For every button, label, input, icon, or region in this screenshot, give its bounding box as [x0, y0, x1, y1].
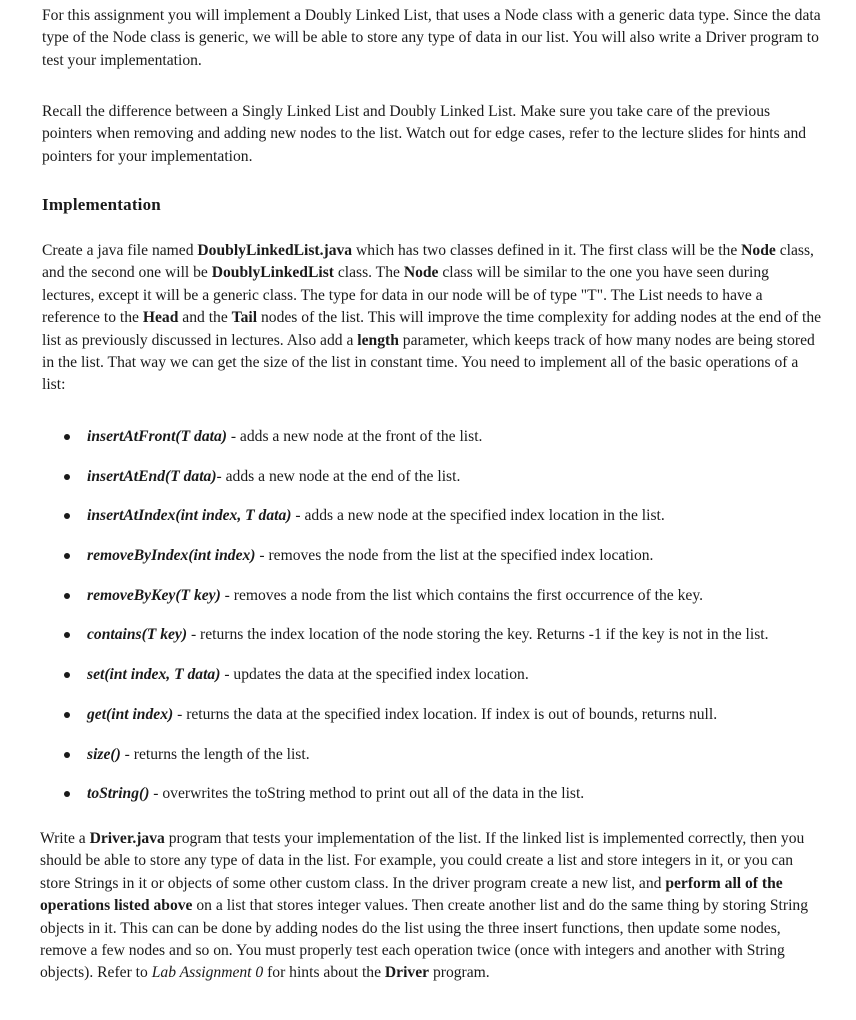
bullet-icon — [64, 752, 70, 758]
operation-signature: size() — [87, 745, 121, 763]
impl-filename: DoublyLinkedList.java — [197, 242, 353, 259]
operation-description: - returns the index location of the node storing the key. Returns -1 if the key is not in the list. — [187, 626, 769, 644]
bullet-icon — [64, 712, 70, 718]
impl-text: and the — [178, 309, 232, 327]
operation-signature: insertAtFront(T data) — [87, 428, 227, 445]
recall-paragraph: Recall the difference between a Singly Linked List and Doubly Linked List. Make sure you take care of the previous pointers when removing and adding new nodes to the list. Watch out for edge cases, refer to the lecture slides for hints and pointers for your implementation. — [42, 103, 807, 165]
operation-item — [0, 704, 856, 744]
driver-lab-reference: Lab Assignment 0 — [151, 964, 264, 982]
driver-paragraph — [40, 828, 824, 985]
impl-text: which has two classes defined in it. The first class will be the — [352, 242, 742, 259]
impl-tail: Tail — [231, 309, 258, 327]
operation-description: - adds a new node at the front of the list. — [226, 428, 483, 445]
operation-description: - adds a new node at the end of the list. — [216, 467, 461, 485]
driver-emphasis: perform all of the operations listed above — [40, 874, 783, 915]
driver-word: Driver — [384, 964, 430, 982]
bullet-icon — [64, 553, 70, 559]
operation-description: - updates the data at the specified index location. — [220, 666, 529, 684]
operation-item — [0, 744, 856, 784]
operation-signature: insertAtEnd(T data) — [87, 467, 217, 485]
operation-description: - removes the node from the list at the specified index location. — [255, 547, 654, 565]
bullet-icon — [64, 791, 70, 797]
operation-signature: insertAtIndex(int index, T data) — [87, 507, 292, 525]
driver-text: Write a — [40, 830, 90, 847]
impl-length: length — [357, 331, 399, 349]
operation-signature: set(int index, T data) — [87, 666, 221, 684]
driver-text: program that tests your implementation of the list. If the linked list is implemented correctly, then you should be able to store any type of data in the list. For example, you could create a list and store integers in it, or you can store Strings in it or objects of some other custom class. In the driver program create a new list, and — [40, 830, 805, 892]
bullet-icon — [64, 672, 70, 678]
impl-text: nodes of the list. This will improve the time complexity for adding nodes at the end of the list as previously discussed in lectures. Also add a — [42, 309, 822, 349]
bullet-icon — [64, 434, 70, 440]
section-heading: Implementation — [42, 195, 161, 214]
bullet-icon — [64, 593, 70, 599]
operation-item — [0, 505, 856, 545]
operation-description: - returns the length of the list. — [120, 745, 310, 763]
driver-filename: Driver.java — [89, 830, 165, 847]
operation-signature: contains(T key) — [87, 626, 188, 644]
impl-text: Create a java file named — [42, 242, 198, 259]
operation-description: - returns the data at the specified index location. If index is out of bounds, returns null. — [173, 705, 718, 723]
operation-item — [0, 783, 856, 823]
intro-paragraph: For this assignment you will implement a Doubly Linked List, that uses a Node class with a generic data type. Since the data type of the Node class is generic, we will be able to store any type of data in our list. You will also write a Driver program to test your implementation. — [42, 7, 821, 69]
operation-signature: removeByKey(T key) — [87, 586, 221, 604]
impl-list-class: DoublyLinkedList — [211, 264, 334, 282]
operation-item — [0, 426, 856, 466]
operation-item — [0, 466, 856, 506]
operation-description: - overwrites the toString method to print out all of the data in the list. — [149, 785, 585, 803]
impl-text: class. The — [333, 264, 404, 282]
impl-node-class: Node — [741, 242, 776, 259]
driver-text: program. — [429, 964, 490, 982]
operation-description: - adds a new node at the specified index location in the list. — [291, 507, 665, 525]
implementation-paragraph — [42, 240, 824, 397]
operation-signature: removeByIndex(int index) — [87, 547, 256, 565]
driver-text: for hints about the — [263, 964, 385, 982]
operation-description: - removes a node from the list which contains the first occurrence of the key. — [220, 586, 704, 604]
impl-node-class: Node — [403, 264, 439, 282]
operations-list — [0, 426, 856, 823]
impl-text: class, and the second one will be — [42, 242, 814, 282]
bullet-icon — [64, 632, 70, 638]
operation-item — [0, 585, 856, 625]
impl-text: parameter, which keeps track of how many nodes are being stored in the list. That way we can get the size of the list in constant time. You need to implement all of the basic operations of a list: — [42, 331, 815, 394]
impl-text: class will be similar to the one you have seen during lectures, except it will be a generic class. The type for data in our node will be of type "T". The List needs to have a reference to the — [42, 264, 769, 327]
impl-head: Head — [142, 309, 179, 327]
operation-signature: toString() — [87, 785, 150, 803]
operation-item — [0, 624, 856, 664]
driver-text: on a list that stores integer values. Then create another list and do the same thing by storing String objects in it. This can can be done by adding nodes do the list using the three insert functions, then update some nodes, remove a few nodes and so on. You must properly test each operation twice (once with integers and another with String objects). Refer to — [40, 897, 809, 982]
bullet-icon — [64, 513, 70, 519]
operation-item — [0, 545, 856, 585]
operation-signature: get(int index) — [87, 705, 174, 723]
bullet-icon — [64, 474, 70, 480]
operation-item — [0, 664, 856, 704]
